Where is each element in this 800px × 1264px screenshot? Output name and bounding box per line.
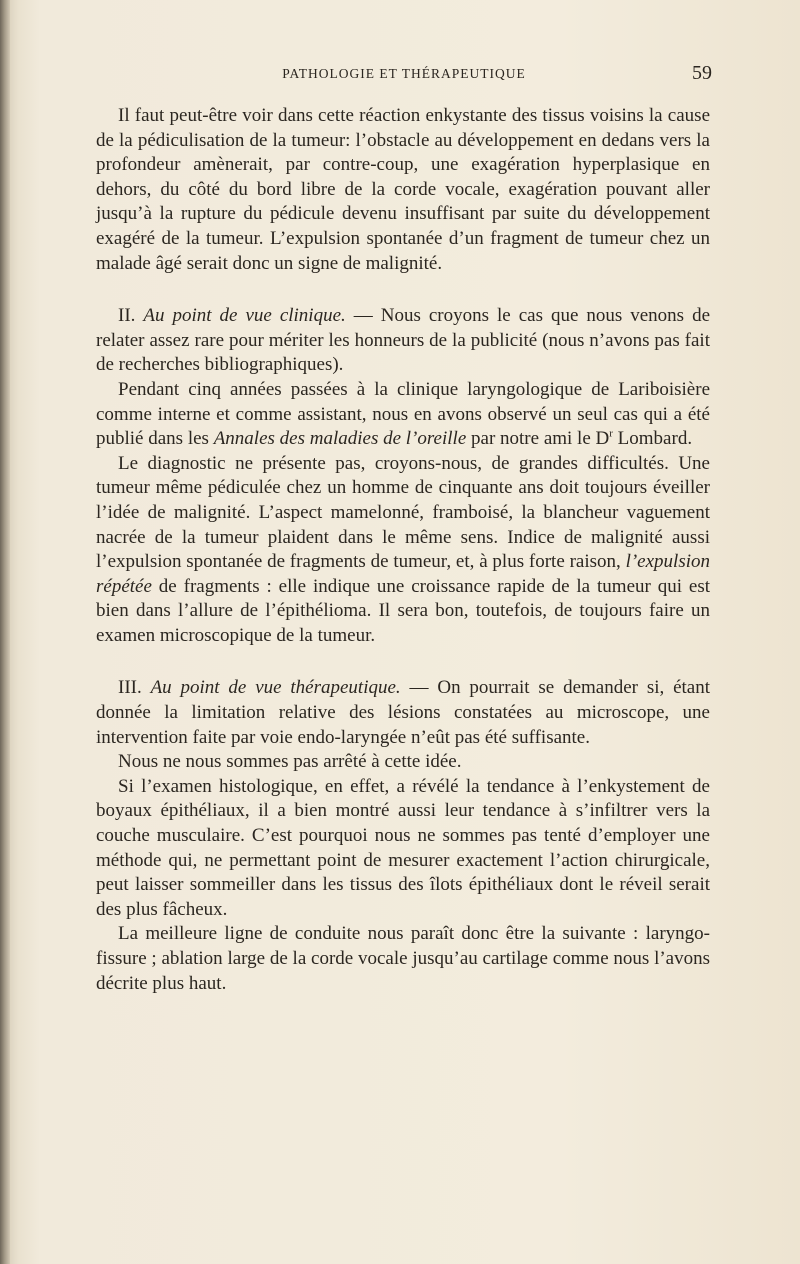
paragraph-1-text: Il faut peut-être voir dans cette réaction enkystante des tissus voisins la cause de la pédiculisation de la tumeur: l’obstacle au développement en dedans vers la profondeur amènerait, par contre-coup, une exagération hyperplasique en dehors, du côté du bord libre de la corde vocale, exagération pouvant aller jusqu’à la rupture du pédicule devenu insuffisant par suite du développement exagéré de la tumeur. L’expulsion spontanée d’un fragment de tumeur chez un malade âgé serait donc un signe de malignité. bbox=[96, 105, 710, 274]
doctor-superscript: r bbox=[609, 427, 613, 440]
section-3-title: Au point de vue thérapeutique. bbox=[150, 677, 401, 699]
paragraph-3-text-3: Lombard. bbox=[612, 428, 693, 450]
section-3-number: III. bbox=[118, 677, 142, 699]
paragraph-4-text: Le diagnostic ne présente pas, croyons-nous, de grandes difficultés. Une tumeur même pédiculée chez un homme de cinquante ans doit toujours éveiller l’idée de malignité. L’aspect mamelonné, framboisé, la blancheur vaguement nacrée de la tumeur plaident dans le même sens. Indice de malignité aussi l’expulsion spontanée de fragments de tumeur, et, à plus forte raison, bbox=[96, 452, 710, 573]
paragraph-6 bbox=[96, 750, 710, 775]
paragraph-7-text: Si l’examen histologique, en effet, a révélé la tendance à l’enkystement de boyaux épithéliaux, il a bien montré aussi leur tendance à s’infiltrer vers la couche musculaire. C’est pourquoi nous ne sommes pas tenté d’employer une méthode qui, ne permettant point de mesurer exactement l’action chirurgicale, peut laisser sommeiller dans les tissus des îlots épithéliaux dont le réveil serait des plus fâcheux. bbox=[96, 775, 710, 920]
paragraph-5-text: — On pourrait se demander si, étant donnée la limitation relative des lésions constatées au microscope, une intervention faite par voie endo-laryngée n’eût pas été suffisante. bbox=[96, 677, 711, 748]
paragraph-7 bbox=[96, 775, 710, 923]
paragraph-clinique bbox=[96, 304, 710, 378]
paragraph-4-text-2: de fragments : elle indique une croissance rapide de la tumeur qui est bien dans l’allure de l’épithélioma. Il sera bon, toutefois, de toujours faire un examen microscopique de la tumeur. bbox=[96, 575, 710, 646]
page-number: 59 bbox=[692, 62, 712, 84]
paragraph-3-text: Pendant cinq années passées à la clinique laryngologique de Lariboisière comme interne et comme assistant, nous en avons observé un seul cas qui a été publié dans les bbox=[96, 378, 710, 450]
paragraph-2-text: — Nous croyons le cas que nous venons de relater assez rare pour mériter les honneurs de la publicité (nous n’avons pas fait de recherches bibliographiques). bbox=[96, 305, 710, 376]
running-title: PATHOLOGIE ET THÉRAPEUTIQUE bbox=[282, 66, 526, 81]
body-text bbox=[96, 104, 710, 996]
paragraph-1 bbox=[96, 104, 710, 276]
running-header bbox=[96, 62, 712, 86]
section-2-title: Au point de vue clinique. bbox=[143, 305, 346, 327]
journal-title: Annales des maladies de l’oreille bbox=[213, 428, 467, 450]
paragraph-therapeutique bbox=[96, 676, 710, 750]
paragraph-3 bbox=[96, 378, 710, 452]
paragraph-8 bbox=[96, 922, 710, 996]
paragraph-4-emphasis: l’expulsion répétée bbox=[96, 551, 710, 597]
paragraph-3-text-2: par notre ami le D bbox=[466, 428, 610, 450]
page-binding-edge bbox=[0, 0, 10, 1264]
paragraph-4 bbox=[96, 452, 710, 649]
paragraph-6-text: Nous ne nous sommes pas arrêté à cette idée. bbox=[118, 751, 462, 773]
section-2-number: II. bbox=[118, 305, 136, 327]
paragraph-8-text: La meilleure ligne de conduite nous paraît donc être la suivante : laryngo-fissure ; ablation large de la corde vocale jusqu’au cartilage comme nous l’avons décrite plus haut. bbox=[96, 923, 710, 994]
